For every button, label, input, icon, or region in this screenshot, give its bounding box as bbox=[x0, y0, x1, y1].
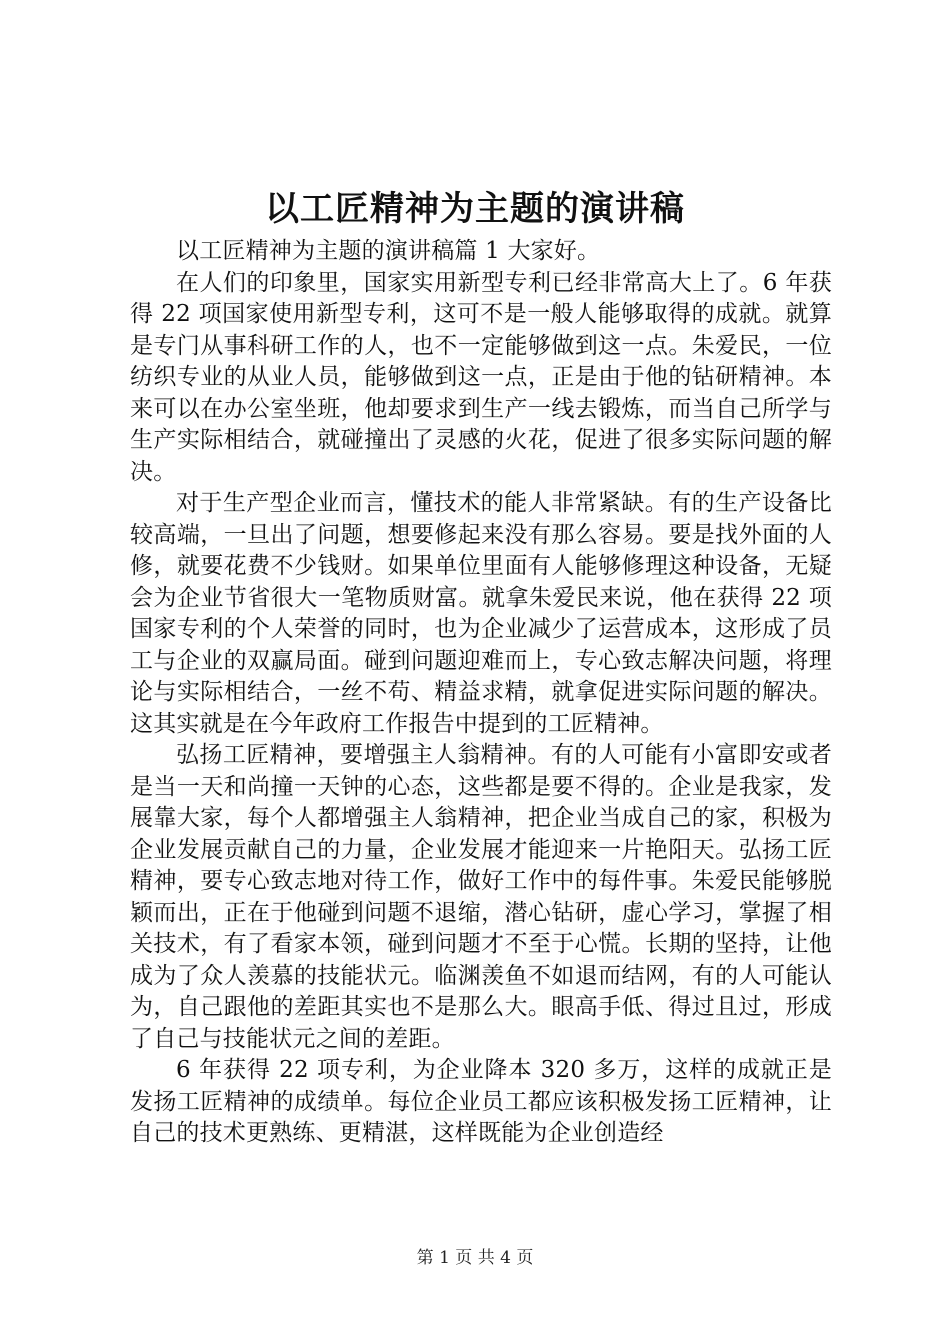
page-number-footer: 第 1 页 共 4 页 bbox=[416, 1248, 534, 1268]
paragraph: 弘扬工匠精神，要增强主人翁精神。有的人可能有小富即安或者是当一天和尚撞一天钟的心态，这些都是要不得的。企业是我家，发展靠大家，每个人都增强主人翁精神，把企业当成自己的家，积极为企业发展贡献自己的力量，企业发展才能迎来一片艳阳天。弘扬工匠精神，要专心致志地对待工作，做好工作中的每件事。朱爱民能够脱颖而出，正在于他碰到问题不退缩，潜心钻研，虚心学习，掌握了相关技术，有了看家本领，碰到问题才不至于心慌。长期的坚持，让他成为了众人羡慕的技能状元。临渊羡鱼不如退而结网，有的人可能认为，自己跟他的差距其实也不是那么大。眼高手低、得过且过，形成了自己与技能状元之间的差距。 bbox=[130, 742, 832, 1052]
paragraph: 对于生产型企业而言，懂技术的能人非常紧缺。有的生产设备比较高端，一旦出了问题，想要修起来没有那么容易。要是找外面的人修，就要花费不少钱财。如果单位里面有人能够修理这种设备，无疑会为企业节省很大一笔物质财富。就拿朱爱民来说，他在获得 22 项国家专利的个人荣誉的同时，也为企业减少了运营成本，这形成了员工与企业的双赢局面。碰到问题迎难而上，专心致志解决问题，将理论与实际相结合，一丝不苟、精益求精，就拿促进实际问题的解决。这其实就是在今年政府工作报告中提到的工匠精神。 bbox=[130, 490, 832, 737]
paragraph-intro: 以工匠精神为主题的演讲稿篇 1 大家好。 bbox=[176, 238, 601, 264]
document-body bbox=[130, 236, 832, 1150]
paragraph: 6 年获得 22 项专利，为企业降本 320 多万，这样的成就正是发扬工匠精神的成绩单。每位企业员工都应该积极发扬工匠精神，让自己的技术更熟练、更精湛，这样既能为企业创造经 bbox=[130, 1057, 832, 1146]
page-title: 以工匠精神为主题的演讲稿 bbox=[265, 189, 685, 229]
paragraph: 在人们的印象里，国家实用新型专利已经非常高大上了。6 年获得 22 项国家使用新型专利，这可不是一般人能够取得的成就。就算是专门从事科研工作的人，也不一定能够做到这一点。朱爱民，一位纺织专业的从业人员，能够做到这一点，正是由于他的钻研精神。本来可以在办公室坐班，他却要求到生产一线去锻炼，而当自己所学与生产实际相结合，就碰撞出了灵感的火花，促进了很多实际问题的解决。 bbox=[130, 269, 832, 485]
